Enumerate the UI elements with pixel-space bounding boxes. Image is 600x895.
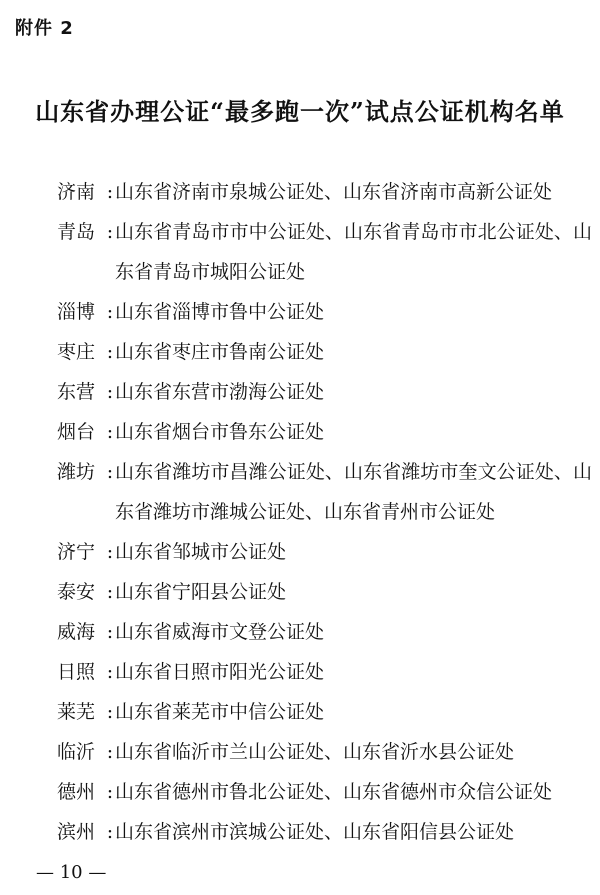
list-item-linyi: [57, 732, 592, 772]
list-item-laiwu: [57, 692, 592, 732]
notary-office-list: [57, 172, 592, 852]
city-name: 潍坊: [57, 461, 96, 483]
city-name: 德州: [57, 781, 96, 803]
city-name: 青岛: [57, 221, 96, 243]
document-title: 山东省办理公证“最多跑一次”试点公证机构名单: [35, 97, 565, 126]
list-item-taian: [57, 572, 592, 612]
separator: :: [106, 781, 114, 803]
separator: :: [106, 221, 114, 243]
separator: :: [106, 821, 114, 843]
city-name: 淄博: [57, 301, 96, 323]
office-names: 山东省枣庄市鲁南公证处: [115, 341, 325, 363]
list-item-weifang: [57, 452, 592, 532]
office-names: 山东省临沂市兰山公证处、山东省沂水县公证处: [115, 741, 515, 763]
office-names: 山东省德州市鲁北公证处、山东省德州市众信公证处: [115, 781, 553, 803]
list-item-rizhao: [57, 652, 592, 692]
city-name: 滨州: [57, 821, 96, 843]
city-name: 泰安: [57, 581, 96, 603]
city-name: 日照: [57, 661, 96, 683]
list-item-zibo: [57, 292, 592, 332]
office-names: 山东省莱芜市中信公证处: [115, 701, 325, 723]
office-names: 山东省济南市泉城公证处、山东省济南市高新公证处: [115, 181, 553, 203]
city-name: 东营: [57, 381, 96, 403]
separator: :: [106, 381, 114, 403]
list-item-jining: [57, 532, 592, 572]
separator: :: [106, 461, 114, 483]
attachment-label: 附件 2: [15, 18, 74, 39]
city-name: 威海: [57, 621, 96, 643]
separator: :: [106, 661, 114, 683]
list-item-dezhou: [57, 772, 592, 812]
list-item-qingdao: [57, 212, 592, 292]
office-names: 山东省淄博市鲁中公证处: [115, 301, 325, 323]
city-name: 济宁: [57, 541, 96, 563]
list-item-zaozhuang: [57, 332, 592, 372]
list-item-weihai: [57, 612, 592, 652]
office-names: 山东省烟台市鲁东公证处: [115, 421, 325, 443]
list-item-yantai: [57, 412, 592, 452]
separator: :: [106, 581, 114, 603]
list-item-jinan: [57, 172, 592, 212]
separator: :: [106, 181, 114, 203]
office-names: 山东省日照市阳光公证处: [115, 661, 325, 683]
city-name: 莱芜: [57, 701, 96, 723]
separator: :: [106, 701, 114, 723]
city-name: 济南: [57, 181, 96, 203]
list-item-dongying: [57, 372, 592, 412]
page-number: — 10 —: [36, 862, 107, 883]
city-name: 烟台: [57, 421, 96, 443]
office-names: 山东省青岛市市中公证处、山东省青岛市市北公证处、山东省青岛市城阳公证处: [115, 221, 592, 283]
separator: :: [106, 541, 114, 563]
list-item-binzhou: [57, 812, 592, 852]
office-names: 山东省东营市渤海公证处: [115, 381, 325, 403]
city-name: 临沂: [57, 741, 96, 763]
separator: :: [106, 741, 114, 763]
office-names: 山东省邹城市公证处: [115, 541, 287, 563]
separator: :: [106, 341, 114, 363]
separator: :: [106, 301, 114, 323]
city-name: 枣庄: [57, 341, 96, 363]
office-names: 山东省潍坊市昌潍公证处、山东省潍坊市奎文公证处、山东省潍坊市潍城公证处、山东省青州市公证处: [115, 461, 592, 523]
office-names: 山东省威海市文登公证处: [115, 621, 325, 643]
separator: :: [106, 421, 114, 443]
office-names: 山东省宁阳县公证处: [115, 581, 287, 603]
office-names: 山东省滨州市滨城公证处、山东省阳信县公证处: [115, 821, 515, 843]
separator: :: [106, 621, 114, 643]
